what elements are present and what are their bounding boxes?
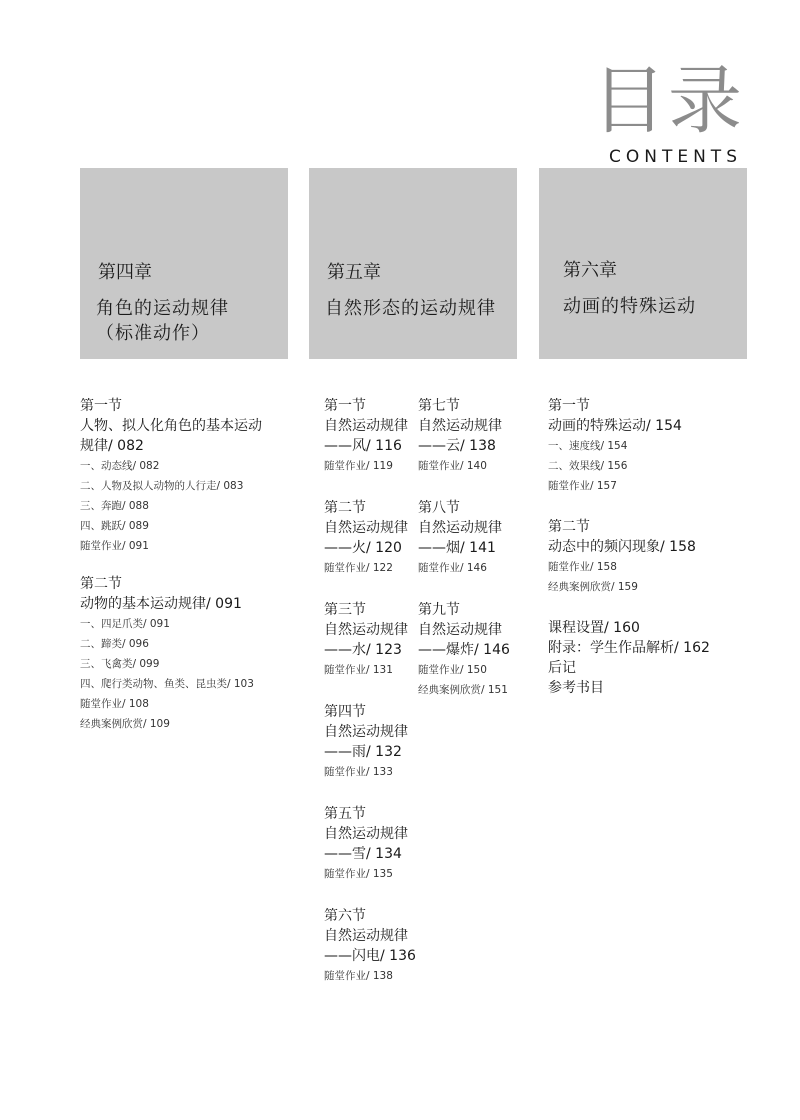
section-title[interactable]: 自然运动规律 [324, 622, 408, 638]
chapter-4-title-line: 角色的运动规律 [96, 298, 229, 319]
toc-subentry[interactable]: 三、飞禽类/ 099 [80, 658, 160, 670]
toc-subentry[interactable]: 随堂作业/ 133 [324, 766, 393, 778]
section-block [324, 906, 419, 986]
toc-subentry[interactable]: 随堂作业/ 140 [418, 460, 487, 472]
section-title[interactable]: 自然运动规律 [418, 418, 502, 434]
section-heading[interactable]: 第一节 [324, 398, 366, 414]
section-title[interactable]: 动物的基本运动规律/ 091 [80, 596, 242, 612]
section-title[interactable]: 动画的特殊运动/ 154 [548, 418, 682, 434]
toc-subentry[interactable]: 经典案例欣赏/ 109 [80, 718, 170, 730]
section-heading[interactable]: 第二节 [548, 519, 590, 535]
chapter-5-box [309, 168, 517, 359]
section-title[interactable]: ——水/ 123 [324, 642, 402, 658]
chapter-4-number: 第四章 [98, 262, 152, 283]
section-title[interactable]: ——风/ 116 [324, 438, 402, 454]
section-heading[interactable]: 第一节 [80, 398, 122, 414]
section-heading[interactable]: 第二节 [324, 500, 366, 516]
toc-subentry[interactable]: 随堂作业/ 146 [418, 562, 487, 574]
section-block [324, 804, 419, 884]
toc-entry[interactable]: 参考书目 [548, 680, 604, 696]
chapter-5-title [325, 296, 496, 321]
section-block [324, 396, 419, 476]
section-block [80, 396, 280, 556]
section-heading[interactable]: 第四节 [324, 704, 366, 720]
toc-subentry[interactable]: 四、爬行类动物、鱼类、昆虫类/ 103 [80, 678, 254, 690]
section-heading[interactable]: 第三节 [324, 602, 366, 618]
back-matter [548, 618, 748, 698]
toc-subentry[interactable]: 三、奔跑/ 088 [80, 500, 149, 512]
section-block [324, 702, 419, 782]
section-block [324, 600, 419, 680]
toc-entry[interactable]: 附录：学生作品解析/ 162 [548, 640, 710, 656]
toc-subentry[interactable]: 一、四足爪类/ 091 [80, 618, 170, 630]
chapter-4-contents [80, 396, 280, 752]
toc-subentry[interactable]: 随堂作业/ 091 [80, 540, 149, 552]
toc-subentry[interactable]: 随堂作业/ 157 [548, 480, 617, 492]
section-title[interactable]: 自然运动规律 [324, 418, 408, 434]
section-block [324, 498, 419, 578]
section-heading[interactable]: 第七节 [418, 398, 460, 414]
section-title[interactable]: ——雨/ 132 [324, 744, 402, 760]
section-heading[interactable]: 第九节 [418, 602, 460, 618]
chapter-6-box [539, 168, 747, 359]
section-heading[interactable]: 第六节 [324, 908, 366, 924]
section-heading[interactable]: 第五节 [324, 806, 366, 822]
section-title[interactable]: ——云/ 138 [418, 438, 496, 454]
toc-subentry[interactable]: 四、跳跃/ 089 [80, 520, 149, 532]
toc-subentry[interactable]: 经典案例欣赏/ 159 [548, 581, 638, 593]
chapter-5-contents-right [418, 396, 533, 700]
chapter-4-title [96, 296, 229, 346]
chapter-6-number: 第六章 [563, 260, 617, 281]
section-title[interactable]: ——闪电/ 136 [324, 948, 416, 964]
section-block [548, 396, 748, 496]
section-title[interactable]: 人物、拟人化角色的基本运动 [80, 418, 262, 434]
chapter-5-number: 第五章 [327, 262, 381, 283]
section-title[interactable]: 自然运动规律 [324, 724, 408, 740]
toc-subentry[interactable]: 随堂作业/ 119 [324, 460, 393, 472]
section-title[interactable]: 动态中的频闪现象/ 158 [548, 539, 696, 555]
toc-subentry[interactable]: 随堂作业/ 131 [324, 664, 393, 676]
toc-subentry[interactable]: 随堂作业/ 108 [80, 698, 149, 710]
section-title[interactable]: 自然运动规律 [418, 622, 502, 638]
section-title[interactable]: ——雪/ 134 [324, 846, 402, 862]
section-title[interactable]: 自然运动规律 [324, 826, 408, 842]
section-block [80, 574, 280, 734]
toc-subentry[interactable]: 经典案例欣赏/ 151 [418, 684, 508, 696]
toc-subentry[interactable]: 一、速度线/ 154 [548, 440, 628, 452]
section-title[interactable]: 自然运动规律 [418, 520, 502, 536]
toc-subtitle: CONTENTS [609, 147, 742, 167]
section-title[interactable]: ——烟/ 141 [418, 540, 496, 556]
section-block [418, 396, 533, 476]
section-title[interactable]: 自然运动规律 [324, 928, 408, 944]
chapter-6-title [563, 294, 696, 319]
toc-subentry[interactable]: 随堂作业/ 138 [324, 970, 393, 982]
toc-subentry[interactable]: 随堂作业/ 158 [548, 561, 617, 573]
section-block [548, 517, 748, 597]
chapter-5-contents-left [324, 396, 419, 986]
toc-subentry[interactable]: 随堂作业/ 150 [418, 664, 487, 676]
section-block [418, 600, 533, 700]
chapter-6-title-line: 动画的特殊运动 [563, 296, 696, 317]
section-title[interactable]: ——火/ 120 [324, 540, 402, 556]
section-title[interactable]: 规律/ 082 [80, 438, 144, 454]
toc-subentry[interactable]: 一、动态线/ 082 [80, 460, 160, 472]
toc-subentry[interactable]: 二、效果线/ 156 [548, 460, 628, 472]
section-heading[interactable]: 第八节 [418, 500, 460, 516]
chapter-4-title-line: （标准动作） [96, 323, 210, 344]
toc-subentry[interactable]: 二、人物及拟人动物的人行走/ 083 [80, 480, 244, 492]
toc-title: 目录 [592, 58, 744, 144]
toc-entry[interactable]: 后记 [548, 660, 576, 676]
chapter-5-title-line: 自然形态的运动规律 [325, 298, 496, 319]
section-heading[interactable]: 第一节 [548, 398, 590, 414]
section-title[interactable]: 自然运动规律 [324, 520, 408, 536]
chapter-6-contents [548, 396, 748, 698]
toc-subentry[interactable]: 随堂作业/ 135 [324, 868, 393, 880]
section-block [418, 498, 533, 578]
toc-subentry[interactable]: 随堂作业/ 122 [324, 562, 393, 574]
chapter-4-box [80, 168, 288, 359]
section-title[interactable]: ——爆炸/ 146 [418, 642, 510, 658]
section-heading[interactable]: 第二节 [80, 576, 122, 592]
toc-entry[interactable]: 课程设置/ 160 [548, 620, 640, 636]
toc-subentry[interactable]: 二、蹄类/ 096 [80, 638, 149, 650]
